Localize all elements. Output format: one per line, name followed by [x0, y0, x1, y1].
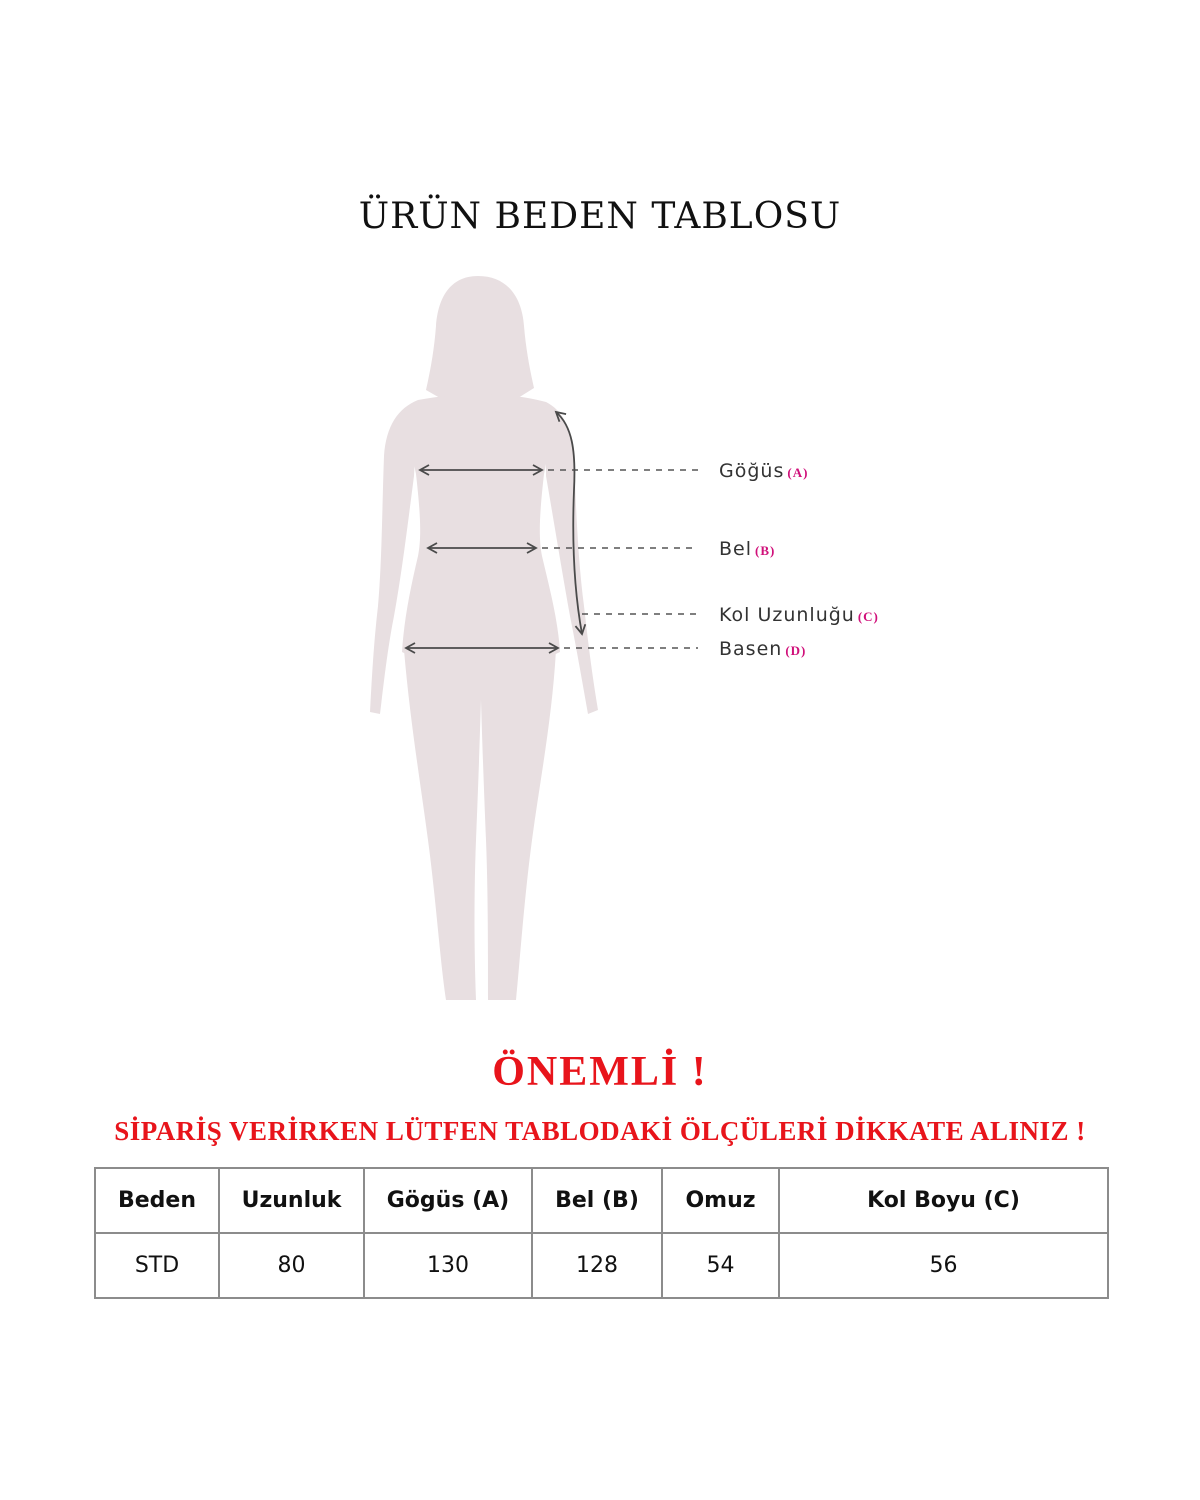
- cell-beden: STD: [95, 1233, 219, 1298]
- header-omuz: Omuz: [662, 1168, 779, 1233]
- hip-code: (D): [785, 643, 807, 658]
- header-bel: Bel (B): [532, 1168, 662, 1233]
- order-warning-message: SİPARİŞ VERİRKEN LÜTFEN TABLODAKİ ÖLÇÜLERİ DİKKATE ALINIZ !: [114, 1116, 1086, 1146]
- chest-label: Göğüs: [719, 460, 785, 482]
- svg-text:Göğüs(A): [719, 460, 808, 482]
- cell-kol-boyu: 56: [779, 1233, 1108, 1298]
- table-row: [95, 1233, 1108, 1298]
- cell-gogus: 130: [364, 1233, 532, 1298]
- important-heading: ÖNEMLİ !: [492, 1049, 708, 1095]
- cell-bel: 128: [532, 1233, 662, 1298]
- cell-uzunluk: 80: [219, 1233, 364, 1298]
- body-measurement-diagram: [0, 260, 1200, 1020]
- svg-text:Bel(B): [719, 538, 775, 560]
- header-kol-boyu: Kol Boyu (C): [779, 1168, 1108, 1233]
- header-uzunluk: Uzunluk: [219, 1168, 364, 1233]
- size-table: [94, 1167, 1109, 1299]
- svg-text:Kol Uzunluğu(C): [719, 604, 879, 626]
- sleeve-code: (C): [857, 609, 879, 624]
- female-body-silhouette: [370, 276, 598, 1000]
- sleeve-label: Kol Uzunluğu: [719, 604, 855, 626]
- page-title: ÜRÜN BEDEN TABLOSU: [358, 196, 842, 237]
- waist-code: (B): [755, 543, 776, 558]
- header-beden: Beden: [95, 1168, 219, 1233]
- cell-omuz: 54: [662, 1233, 779, 1298]
- hip-label: Basen: [719, 638, 783, 660]
- sleeve-length-measurement: [556, 412, 879, 634]
- header-gogus: Gögüs (A): [364, 1168, 532, 1233]
- table-header-row: [95, 1168, 1108, 1233]
- svg-text:Basen(D): [719, 638, 806, 660]
- waist-label: Bel: [719, 538, 753, 560]
- chest-code: (A): [787, 465, 809, 480]
